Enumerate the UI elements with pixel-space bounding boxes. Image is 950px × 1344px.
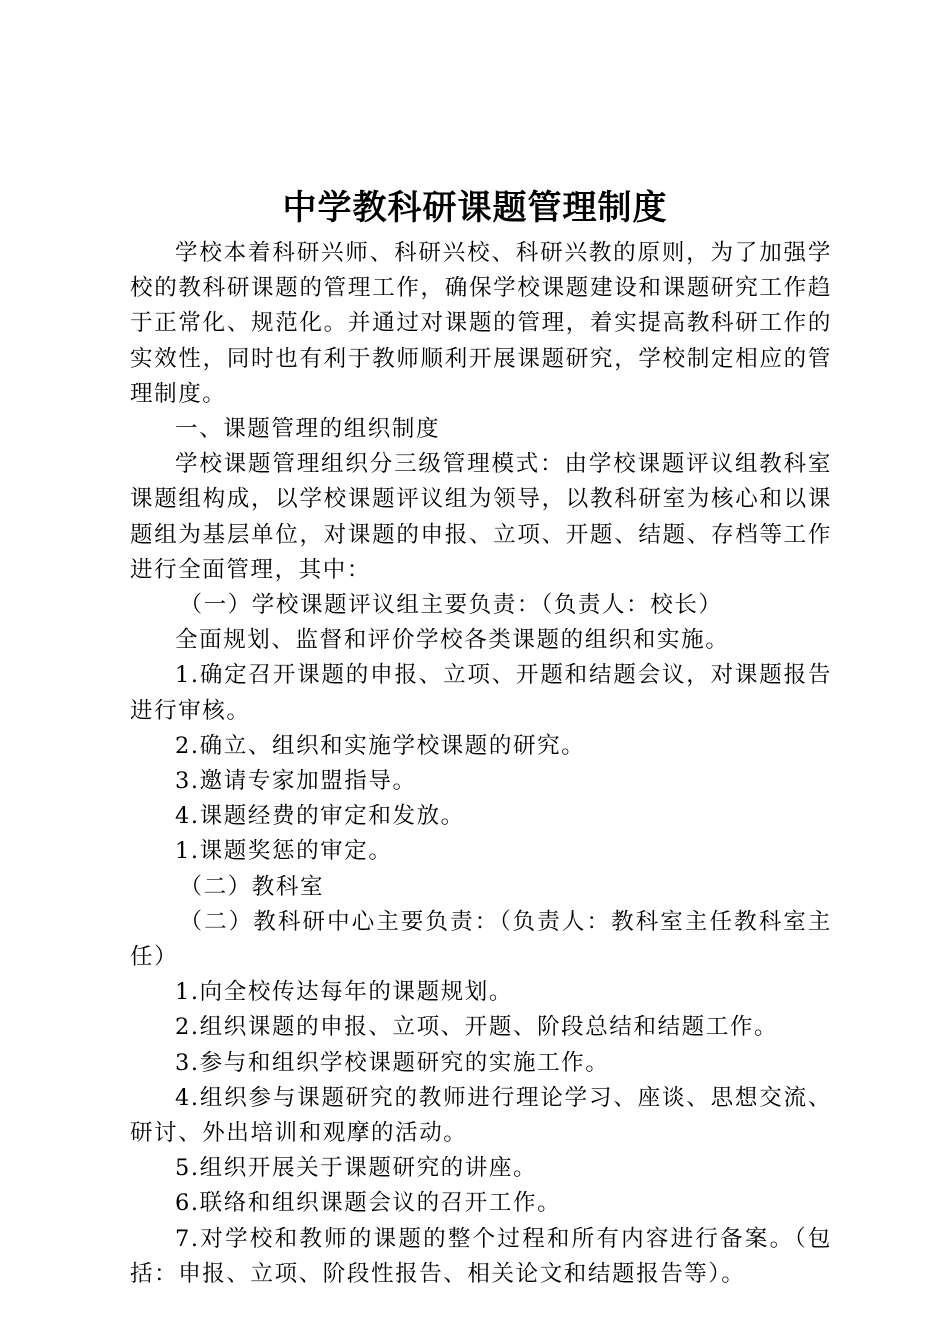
subsection-heading-review-group: （一）学校课题评议组主要负责：（负责人：校长） (179, 592, 723, 619)
list-item: 3.邀请专家加盟指导。 (175, 768, 417, 795)
subsection-heading-research-office: （二）教科室 (179, 873, 325, 900)
list-item: 6.联络和组织课题会议的召开工作。 (175, 1190, 562, 1217)
list-item: 4.课题经费的审定和发放。 (175, 803, 465, 830)
organization-paragraph: 学校课题管理组织分三级管理模式：由学校课题评议组教科室课题组构成，以学校课题评议组为领导，以教科研室为核心和以课题组为基层单位，对课题的申报、立项、开题、结题、存档等工作进行全面管理，其中： (130, 451, 832, 583)
list-item: 2.组织课题的申报、立项、开题、阶段总结和结题工作。 (175, 1014, 779, 1041)
review-group-summary: 全面规划、监督和评价学校各类课题的组织和实施。 (175, 627, 730, 654)
intro-paragraph: 学校本着科研兴师、科研兴校、科研兴教的原则，为了加强学校的教科研课题的管理工作，确保学校课题建设和课题研究工作趋于正常化、规范化。并通过对课题的管理，着实提高教科研工作的实效性，同时也有利于教师顺利开展课题研究，学校制定相应的管理制度。 (130, 240, 832, 407)
list-item: 1.向全校传达每年的课题规划。 (175, 979, 513, 1006)
list-item: 3.参与和组织学校课题研究的实施工作。 (175, 1049, 610, 1076)
list-item: 7.对学校和教师的课题的整个过程和所有内容进行备案。（包括：申报、立项、阶段性报告、相关论文和结题报告等）。 (130, 1225, 832, 1287)
list-item: 5.组织开展关于课题研究的讲座。 (175, 1155, 538, 1182)
section-heading-organization: 一、课题管理的组织制度 (175, 416, 441, 443)
list-item: 1.课题奖惩的审定。 (175, 838, 393, 865)
document-title: 中学教科研课题管理制度 (282, 188, 668, 228)
subsection-heading-research-center: （二）教科研中心主要负责：（负责人：教科室主任教科室主任） (130, 908, 832, 971)
list-item: 2.确立、组织和实施学校课题的研究。 (175, 732, 586, 759)
document-body (130, 236, 832, 1292)
list-item: 1.确定召开课题的申报、立项、开题和结题会议，对课题报告进行审核。 (130, 662, 832, 724)
list-item: 4.组织参与课题研究的教师进行理论学习、座谈、思想交流、研讨、外出培训和观摩的活动。 (130, 1084, 832, 1147)
